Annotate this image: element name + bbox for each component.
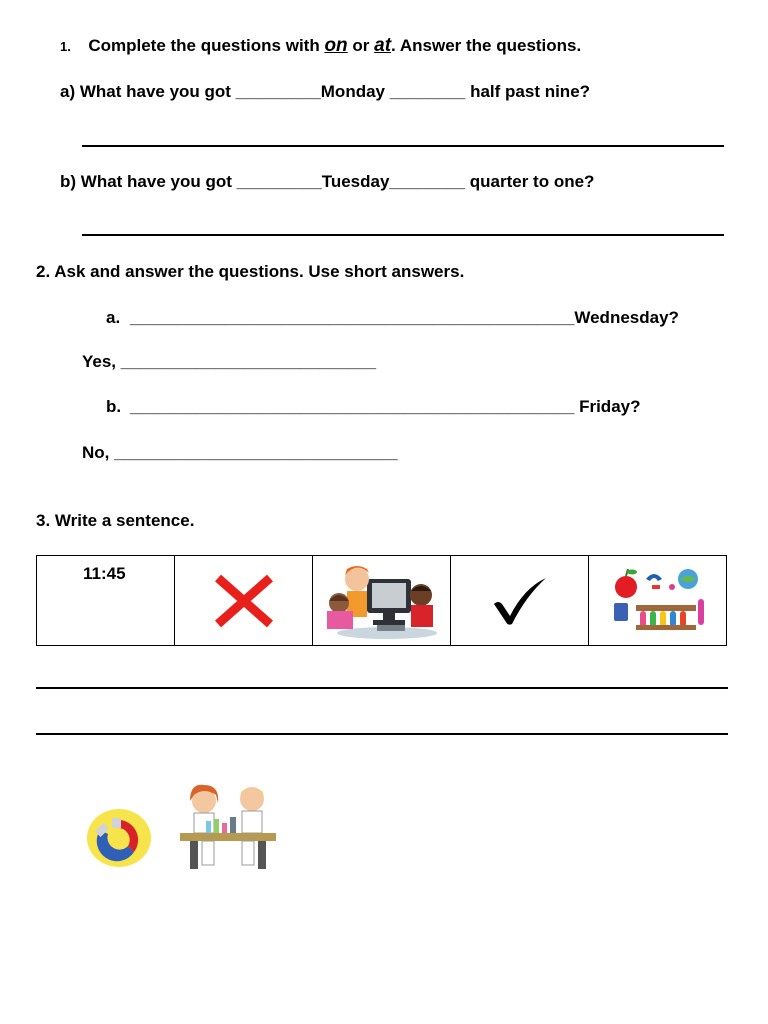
computer-cell — [313, 556, 451, 646]
children-computer-picture — [317, 561, 447, 641]
q2b-answer[interactable]: No, ______________________________ — [82, 443, 398, 462]
cross-cell — [175, 556, 313, 646]
q2b-label: b. — [106, 397, 122, 416]
time-cell — [37, 556, 175, 646]
q1-word-or: or — [352, 36, 370, 55]
q1-instruction-start: Complete the questions with — [88, 36, 320, 55]
q1-word-on: on — [324, 35, 348, 56]
picture-table — [36, 555, 727, 646]
q2-heading: 2. Ask and answer the questions. Use short answers. — [36, 262, 465, 281]
q1-word-at: at — [374, 35, 392, 56]
q3-answer-line-1[interactable] — [36, 687, 728, 689]
check-cell — [451, 556, 589, 646]
q1-instruction-end: . Answer the questions. — [391, 36, 582, 55]
kids-scientists-picture — [176, 783, 280, 873]
science-items-picture — [608, 565, 708, 637]
science-cell — [589, 556, 727, 646]
q2a-question-line[interactable]: _______________________________________________Wednesday? — [130, 308, 679, 327]
q1-number: 1. — [60, 39, 71, 54]
q1a-question: a) What have you got _________Monday ________ half past nine? — [60, 82, 591, 101]
time-label: 11:45 — [83, 564, 126, 583]
check-icon — [490, 574, 550, 628]
q1b-answer-line[interactable] — [82, 234, 724, 236]
q2b-question-line[interactable]: _______________________________________________ Friday? — [130, 397, 641, 416]
q2a-label: a. — [106, 308, 121, 327]
q1a-answer-line[interactable] — [82, 145, 724, 147]
q1-heading — [60, 36, 581, 57]
q2a-answer[interactable]: Yes, ___________________________ — [82, 352, 377, 371]
magnet-picture — [86, 808, 152, 868]
q1b-question: b) What have you got _________Tuesday________ quarter to one? — [60, 172, 595, 191]
q3-answer-line-2[interactable] — [36, 733, 728, 735]
cross-icon — [214, 574, 274, 628]
q3-heading: 3. Write a sentence. — [36, 511, 195, 530]
